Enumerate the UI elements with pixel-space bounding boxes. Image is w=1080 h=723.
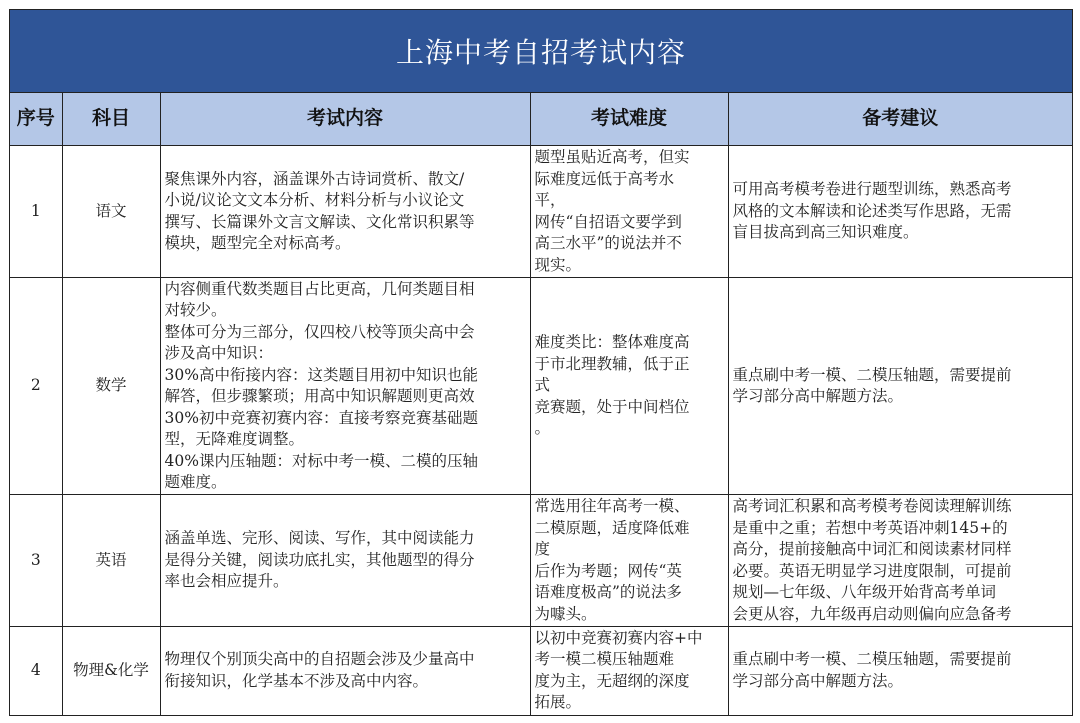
row-content: 涵盖单选、完形、阅读、写作，其中阅读能力 是得分关键，阅读功底扎实，其他题型的得分 率也会相应提升。	[160, 495, 530, 627]
header-row	[10, 93, 1072, 146]
row-no: 2	[10, 278, 62, 495]
exam-table	[10, 93, 1072, 715]
exam-content-table-card	[9, 9, 1073, 716]
header-difficulty: 考试难度	[530, 93, 728, 146]
row-content: 物理仅个别顶尖高中的自招题会涉及少量高中 衔接知识，化学基本不涉及高中内容。	[160, 627, 530, 715]
table-row	[10, 495, 1072, 627]
header-subject: 科目	[62, 93, 160, 146]
header-content: 考试内容	[160, 93, 530, 146]
table-row	[10, 278, 1072, 495]
page-title: 上海中考自招考试内容	[10, 10, 1072, 93]
row-subject: 语文	[62, 146, 160, 278]
row-difficulty: 难度类比：整体难度高 于市北理教辅，低于正 式 竞赛题，处于中间档位 。	[530, 278, 728, 495]
row-advice: 重点刷中考一模、二模压轴题，需要提前 学习部分高中解题方法。	[728, 278, 1072, 495]
row-advice: 重点刷中考一模、二模压轴题，需要提前 学习部分高中解题方法。	[728, 627, 1072, 715]
row-subject: 英语	[62, 495, 160, 627]
row-no: 3	[10, 495, 62, 627]
row-subject: 物理&化学	[62, 627, 160, 715]
row-no: 4	[10, 627, 62, 715]
header-no: 序号	[10, 93, 62, 146]
row-advice: 高考词汇积累和高考模考卷阅读理解训练 是重中之重；若想中考英语冲刺145+的 高分，提前接触高中词汇和阅读素材同样 必要。英语无明显学习进度限制，可提前 规划—七年级、八年级开始背高考单词 会更从容，九年级再启动则偏向应急备考	[728, 495, 1072, 627]
row-no: 1	[10, 146, 62, 278]
row-content: 聚焦课外内容，涵盖课外古诗词赏析、散文/ 小说/议论文文本分析、材料分析与小议论文 撰写、长篇课外文言文解读、文化常识积累等 模块，题型完全对标高考。	[160, 146, 530, 278]
row-difficulty: 以初中竞赛初赛内容+中 考一模二模压轴题难 度为主，无超纲的深度 拓展。	[530, 627, 728, 715]
table-row	[10, 146, 1072, 278]
table-row	[10, 627, 1072, 715]
row-difficulty: 常选用往年高考一模、 二模原题，适度降低难 度 后作为考题；网传“英 语难度极高”的说法多 为噱头。	[530, 495, 728, 627]
row-advice: 可用高考模考卷进行题型训练，熟悉高考 风格的文本解读和论述类写作思路，无需 盲目拔高到高三知识难度。	[728, 146, 1072, 278]
row-subject: 数学	[62, 278, 160, 495]
header-advice: 备考建议	[728, 93, 1072, 146]
row-content: 内容侧重代数类题目占比更高，几何类题目相 对较少。 整体可分为三部分，仅四校八校等顶尖高中会 涉及高中知识： 30%高中衔接内容：这类题目用初中知识也能 解答，但步骤繁琐；用高中知识解题则更高效 30%初中竞赛初赛内容：直接考察竞赛基础题 型，无降难度调整。 40%课内压轴题：对标中考一模、二模的压轴 题难度。	[160, 278, 530, 495]
row-difficulty: 题型虽贴近高考，但实 际难度远低于高考水 平， 网传“自招语文要学到 高三水平”的说法并不 现实。	[530, 146, 728, 278]
